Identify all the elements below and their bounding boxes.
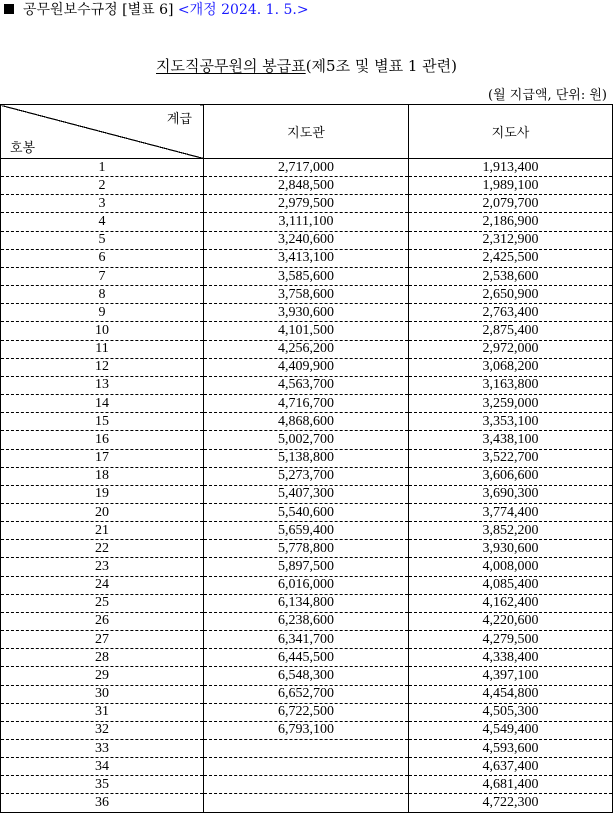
document-heading: [4, 1, 309, 19]
step-cell: 36: [1, 794, 204, 812]
jidosa-salary-cell: 3,068,200: [409, 358, 613, 376]
jidogwan-salary-cell: [204, 794, 409, 812]
jidosa-salary-cell: 3,930,600: [409, 540, 613, 558]
table-row: [1, 231, 613, 249]
jidogwan-salary-cell: 5,407,300: [204, 485, 409, 503]
step-cell: 14: [1, 395, 204, 413]
table-row: [1, 249, 613, 267]
jidogwan-salary-cell: 6,793,100: [204, 721, 409, 739]
table-row: [1, 721, 613, 739]
jidosa-salary-cell: 1,913,400: [409, 159, 613, 177]
jidosa-salary-cell: 3,438,100: [409, 431, 613, 449]
jidosa-salary-cell: 2,875,400: [409, 322, 613, 340]
table-row: [1, 649, 613, 667]
jidogwan-salary-cell: 5,273,700: [204, 467, 409, 485]
jidosa-salary-cell: 2,538,600: [409, 267, 613, 285]
jidosa-salary-cell: 2,312,900: [409, 231, 613, 249]
table-title-main: 지도직공무원의 봉급표: [156, 57, 306, 75]
corner-header-cell: [1, 105, 204, 159]
table-row: [1, 740, 613, 758]
step-cell: 5: [1, 231, 204, 249]
jidogwan-salary-cell: 6,722,500: [204, 703, 409, 721]
table-row: [1, 177, 613, 195]
jidosa-salary-cell: 3,852,200: [409, 522, 613, 540]
jidogwan-salary-cell: 2,979,500: [204, 195, 409, 213]
jidosa-salary-cell: 4,549,400: [409, 721, 613, 739]
jidosa-salary-cell: 4,454,800: [409, 685, 613, 703]
jidogwan-salary-cell: 3,111,100: [204, 213, 409, 231]
table-title: [0, 57, 613, 75]
table-row: [1, 267, 613, 285]
table-row: [1, 612, 613, 630]
jidosa-salary-cell: 2,763,400: [409, 304, 613, 322]
table-row: [1, 558, 613, 576]
table-row: [1, 758, 613, 776]
jidogwan-salary-cell: [204, 776, 409, 794]
step-cell: 4: [1, 213, 204, 231]
jidosa-salary-cell: 3,259,000: [409, 395, 613, 413]
step-cell: 7: [1, 267, 204, 285]
table-row: [1, 376, 613, 394]
jidogwan-salary-cell: [204, 758, 409, 776]
black-square-bullet-icon: [4, 4, 14, 14]
table-title-reference: (제5조 및 별표 1 관련): [305, 57, 457, 75]
step-cell: 33: [1, 740, 204, 758]
step-cell: 20: [1, 503, 204, 521]
step-cell: 16: [1, 431, 204, 449]
step-cell: 21: [1, 522, 204, 540]
step-cell: 28: [1, 649, 204, 667]
jidosa-salary-cell: 4,338,400: [409, 649, 613, 667]
jidosa-salary-cell: 2,186,900: [409, 213, 613, 231]
table-row: [1, 322, 613, 340]
table-row: [1, 631, 613, 649]
table-row: [1, 703, 613, 721]
jidogwan-salary-cell: 6,341,700: [204, 631, 409, 649]
step-cell: 10: [1, 322, 204, 340]
jidosa-salary-cell: 4,008,000: [409, 558, 613, 576]
step-cell: 8: [1, 286, 204, 304]
jidosa-salary-cell: 2,425,500: [409, 249, 613, 267]
jidogwan-salary-cell: 5,659,400: [204, 522, 409, 540]
jidosa-salary-cell: 3,774,400: [409, 503, 613, 521]
step-cell: 22: [1, 540, 204, 558]
jidosa-salary-cell: 4,505,300: [409, 703, 613, 721]
jidogwan-salary-cell: 3,930,600: [204, 304, 409, 322]
step-cell: 3: [1, 195, 204, 213]
table-row: [1, 340, 613, 358]
step-cell: 1: [1, 159, 204, 177]
jidogwan-salary-cell: 4,716,700: [204, 395, 409, 413]
column-header-jidosa: 지도사: [409, 105, 613, 159]
jidosa-salary-cell: 3,163,800: [409, 376, 613, 394]
jidogwan-salary-cell: 5,540,600: [204, 503, 409, 521]
table-header-row: [1, 105, 613, 159]
step-cell: 27: [1, 631, 204, 649]
step-cell: 19: [1, 485, 204, 503]
jidosa-salary-cell: 2,079,700: [409, 195, 613, 213]
jidogwan-salary-cell: 2,717,000: [204, 159, 409, 177]
table-row: [1, 540, 613, 558]
jidogwan-salary-cell: 3,758,600: [204, 286, 409, 304]
step-cell: 12: [1, 358, 204, 376]
table-row: [1, 667, 613, 685]
table-row: [1, 358, 613, 376]
step-cell: 34: [1, 758, 204, 776]
jidogwan-salary-cell: 3,413,100: [204, 249, 409, 267]
jidogwan-salary-cell: 4,868,600: [204, 413, 409, 431]
table-row: [1, 413, 613, 431]
table-row: [1, 594, 613, 612]
jidogwan-salary-cell: 6,652,700: [204, 685, 409, 703]
jidosa-salary-cell: 2,972,000: [409, 340, 613, 358]
salary-table: [0, 104, 613, 813]
jidogwan-salary-cell: 5,778,800: [204, 540, 409, 558]
step-cell: 31: [1, 703, 204, 721]
table-row: [1, 685, 613, 703]
jidogwan-salary-cell: 3,585,600: [204, 267, 409, 285]
jidogwan-salary-cell: [204, 740, 409, 758]
table-row: [1, 195, 613, 213]
jidosa-salary-cell: 4,162,400: [409, 594, 613, 612]
step-cell: 23: [1, 558, 204, 576]
jidosa-salary-cell: 3,606,600: [409, 467, 613, 485]
step-cell: 25: [1, 594, 204, 612]
step-cell: 18: [1, 467, 204, 485]
step-cell: 29: [1, 667, 204, 685]
step-cell: 6: [1, 249, 204, 267]
jidogwan-salary-cell: 4,256,200: [204, 340, 409, 358]
jidosa-salary-cell: 4,593,600: [409, 740, 613, 758]
jidogwan-salary-cell: 6,548,300: [204, 667, 409, 685]
step-cell: 26: [1, 612, 204, 630]
step-cell: 35: [1, 776, 204, 794]
table-row: [1, 576, 613, 594]
jidosa-salary-cell: 3,522,700: [409, 449, 613, 467]
jidogwan-salary-cell: 6,016,000: [204, 576, 409, 594]
jidogwan-salary-cell: 2,848,500: [204, 177, 409, 195]
table-row: [1, 159, 613, 177]
step-cell: 24: [1, 576, 204, 594]
jidogwan-salary-cell: 6,445,500: [204, 649, 409, 667]
jidosa-salary-cell: 3,353,100: [409, 413, 613, 431]
table-row: [1, 776, 613, 794]
step-cell: 13: [1, 376, 204, 394]
step-cell: 9: [1, 304, 204, 322]
step-cell: 15: [1, 413, 204, 431]
jidosa-salary-cell: 4,722,300: [409, 794, 613, 812]
jidogwan-salary-cell: 6,238,600: [204, 612, 409, 630]
jidosa-salary-cell: 4,681,400: [409, 776, 613, 794]
jidogwan-salary-cell: 4,101,500: [204, 322, 409, 340]
jidosa-salary-cell: 4,397,100: [409, 667, 613, 685]
step-header-label: 호봉: [10, 141, 36, 156]
step-cell: 30: [1, 685, 204, 703]
jidogwan-salary-cell: 6,134,800: [204, 594, 409, 612]
jidosa-salary-cell: 4,085,400: [409, 576, 613, 594]
jidogwan-salary-cell: 5,897,500: [204, 558, 409, 576]
table-row: [1, 304, 613, 322]
revision-note-link[interactable]: <개정 2024. 1. 5.>: [177, 2, 309, 18]
jidosa-salary-cell: 2,650,900: [409, 286, 613, 304]
jidosa-salary-cell: 4,279,500: [409, 631, 613, 649]
table-row: [1, 503, 613, 521]
table-row: [1, 286, 613, 304]
column-header-jidogwan: 지도관: [204, 105, 409, 159]
step-cell: 32: [1, 721, 204, 739]
grade-header-label: 계급: [166, 112, 192, 127]
table-row: [1, 467, 613, 485]
jidogwan-salary-cell: 4,409,900: [204, 358, 409, 376]
jidogwan-salary-cell: 4,563,700: [204, 376, 409, 394]
table-row: [1, 485, 613, 503]
jidogwan-salary-cell: 3,240,600: [204, 231, 409, 249]
table-row: [1, 395, 613, 413]
jidogwan-salary-cell: 5,002,700: [204, 431, 409, 449]
table-row: [1, 431, 613, 449]
table-row: [1, 794, 613, 812]
step-cell: 11: [1, 340, 204, 358]
heading-text: 공무원보수규정 [별표 6]: [23, 2, 174, 18]
jidosa-salary-cell: 4,637,400: [409, 758, 613, 776]
table-row: [1, 213, 613, 231]
jidosa-salary-cell: 1,989,100: [409, 177, 613, 195]
jidosa-salary-cell: 3,690,300: [409, 485, 613, 503]
step-cell: 2: [1, 177, 204, 195]
step-cell: 17: [1, 449, 204, 467]
unit-note: (월 지급액, 단위: 원): [488, 88, 607, 103]
table-row: [1, 522, 613, 540]
table-row: [1, 449, 613, 467]
jidogwan-salary-cell: 5,138,800: [204, 449, 409, 467]
jidosa-salary-cell: 4,220,600: [409, 612, 613, 630]
